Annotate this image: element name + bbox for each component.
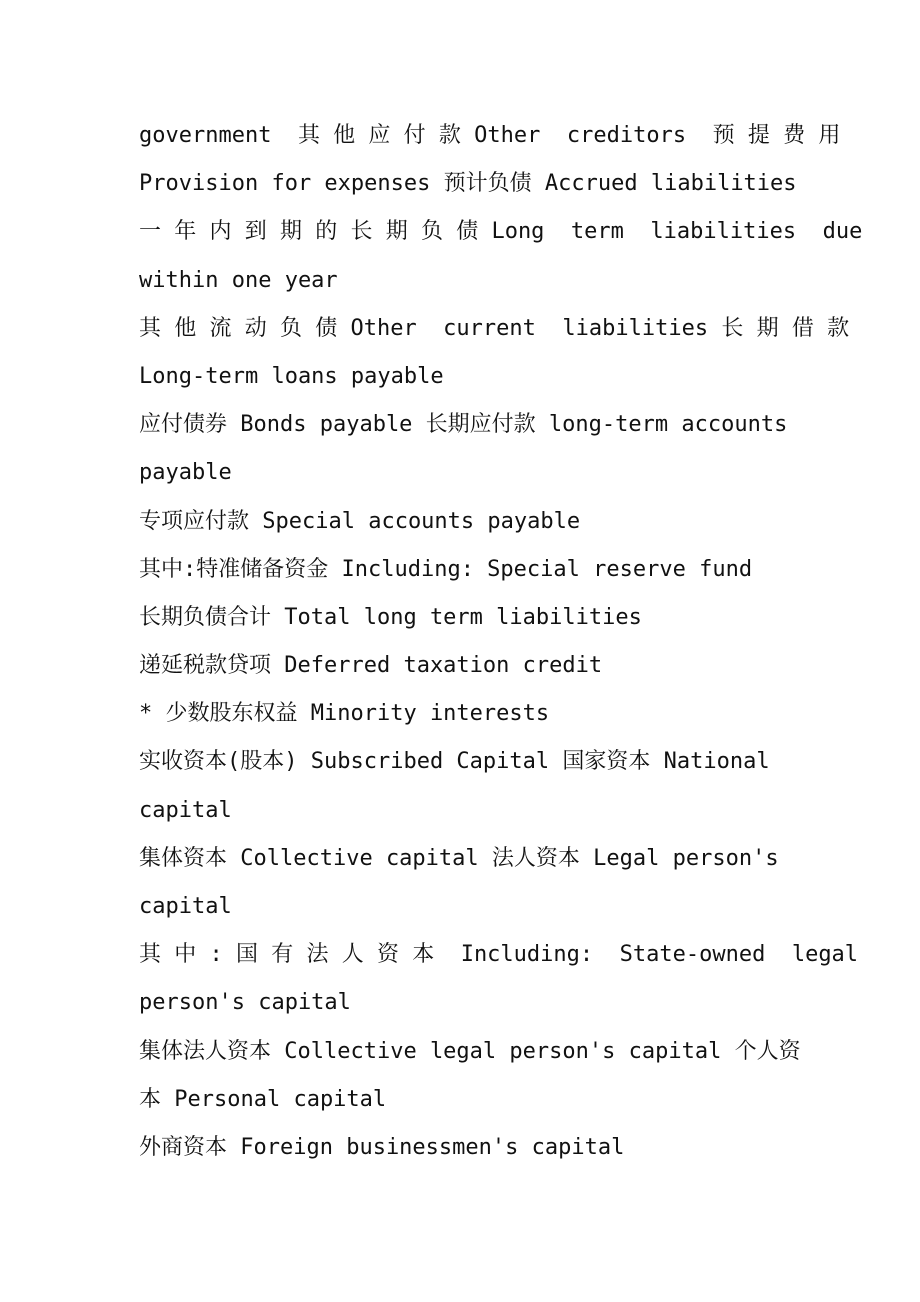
text-line: government 其 他 应 付 款 Other creditors 预 提 费 用 (139, 123, 841, 148)
text-line: capital (139, 894, 232, 919)
text-line: 其中:特准储备资金 Including: Special reserve fund (139, 556, 753, 582)
text-line: Long-term loans payable (139, 363, 444, 389)
text-line: 应付债券 Bonds payable 长期应付款 long-term accounts (139, 412, 788, 438)
text-line: within one year (139, 267, 338, 293)
document-body (139, 112, 863, 1172)
text-line: 专项应付款 Special accounts payable (139, 508, 581, 534)
text-line: Provision for expenses 预计负债 Accrued liabilities (139, 171, 797, 197)
text-line: payable (139, 460, 232, 486)
text-line: capital (139, 797, 232, 823)
text-line: 外商资本 Foreign businessmen's capital (139, 1134, 625, 1160)
text-line: 一 年 内 到 期 的 长 期 负 债 Long term liabilities due (139, 219, 863, 245)
text-line: 集体资本 Collective capital 法人资本 Legal person's (139, 845, 779, 871)
text-line: 集体法人资本 Collective legal person's capital 个人资 (139, 1038, 801, 1064)
text-line: * 少数股东权益 Minority interests (139, 701, 550, 727)
text-line: 长期负债合计 Total long term liabilities (139, 604, 642, 630)
text-line: 其 他 流 动 负 债 Other current liabilities 长 期 借 款 (139, 315, 850, 341)
text-line: 本 Personal capital (139, 1086, 387, 1112)
text-line: 递延税款贷项 Deferred taxation credit (139, 653, 603, 679)
text-line: person's capital (139, 990, 351, 1016)
text-line: 实收资本(股本) Subscribed Capital 国家资本 National (139, 749, 770, 775)
text-line: 其 中 : 国 有 法 人 资 本 Including: State-owned legal (139, 942, 859, 968)
